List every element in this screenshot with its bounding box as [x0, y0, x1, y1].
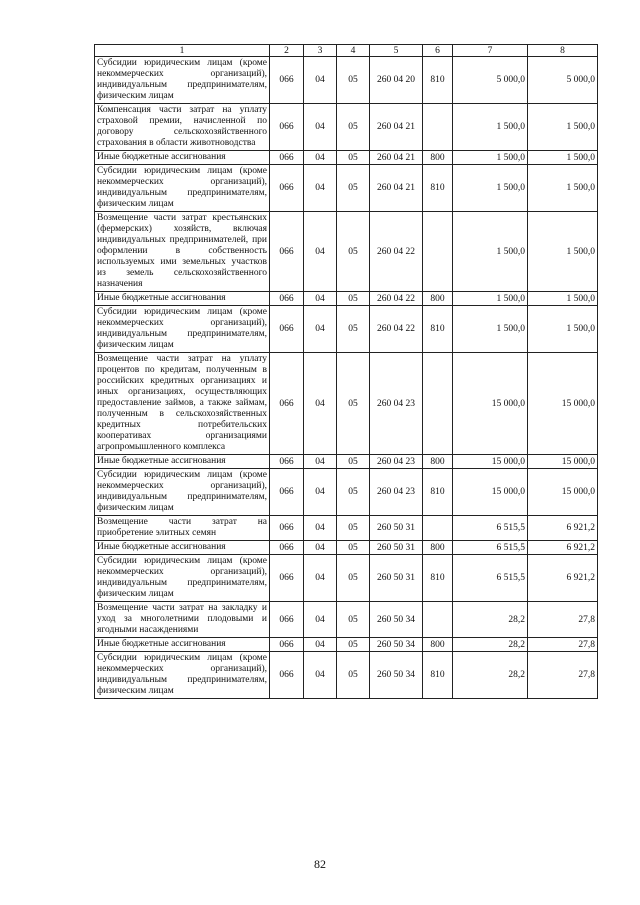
section-code: 04	[304, 165, 337, 212]
expense-type-code: 810	[423, 57, 453, 104]
subsection-code: 05	[337, 652, 370, 699]
table-row	[95, 516, 598, 541]
table-row	[95, 455, 598, 469]
ministry-code: 066	[270, 165, 304, 212]
subsection-code: 05	[337, 469, 370, 516]
ministry-code: 066	[270, 541, 304, 555]
amount-year-2: 1 500,0	[528, 306, 598, 353]
ministry-code: 066	[270, 212, 304, 292]
section-code: 04	[304, 57, 337, 104]
target-article-code: 260 04 23	[370, 353, 423, 455]
row-description: Субсидии юридическим лицам (кроме некоммерческих организаций), индивидуальным предпринимателям, физическим лицам	[95, 57, 270, 104]
subsection-code: 05	[337, 212, 370, 292]
amount-year-2: 27,8	[528, 652, 598, 699]
amount-year-2: 5 000,0	[528, 57, 598, 104]
row-description: Возмещение части затрат на уплату процентов по кредитам, полученным в российских кредитных организациях и иных организациях, осуществляющих предоставление займов, а также займам, полученным в сельскохозяйственных кредитных потребительских кооперативах организациями агропромышленного комплекса	[95, 353, 270, 455]
subsection-code: 05	[337, 638, 370, 652]
ministry-code: 066	[270, 555, 304, 602]
header-col-6: 6	[423, 45, 453, 57]
target-article-code: 260 04 22	[370, 212, 423, 292]
amount-year-2: 6 921,2	[528, 541, 598, 555]
table-row	[95, 469, 598, 516]
amount-year-2: 1 500,0	[528, 212, 598, 292]
header-col-8: 8	[528, 45, 598, 57]
expense-type-code	[423, 104, 453, 151]
header-row	[95, 45, 598, 57]
section-code: 04	[304, 638, 337, 652]
target-article-code: 260 04 21	[370, 151, 423, 165]
target-article-code: 260 04 20	[370, 57, 423, 104]
section-code: 04	[304, 104, 337, 151]
target-article-code: 260 04 22	[370, 306, 423, 353]
table-row	[95, 104, 598, 151]
amount-year-1: 15 000,0	[453, 469, 528, 516]
target-article-code: 260 04 21	[370, 165, 423, 212]
subsection-code: 05	[337, 151, 370, 165]
row-description: Субсидии юридическим лицам (кроме некоммерческих организаций), индивидуальным предпринимателям, физическим лицам	[95, 165, 270, 212]
amount-year-1: 6 515,5	[453, 516, 528, 541]
ministry-code: 066	[270, 516, 304, 541]
amount-year-1: 6 515,5	[453, 555, 528, 602]
subsection-code: 05	[337, 555, 370, 602]
section-code: 04	[304, 306, 337, 353]
target-article-code: 260 50 34	[370, 638, 423, 652]
header-col-1: 1	[95, 45, 270, 57]
header-col-3: 3	[304, 45, 337, 57]
target-article-code: 260 50 31	[370, 541, 423, 555]
subsection-code: 05	[337, 602, 370, 638]
amount-year-1: 5 000,0	[453, 57, 528, 104]
amount-year-1: 1 500,0	[453, 306, 528, 353]
row-description: Субсидии юридическим лицам (кроме некоммерческих организаций), индивидуальным предпринимателям, физическим лицам	[95, 652, 270, 699]
table-row	[95, 292, 598, 306]
expense-type-code: 800	[423, 292, 453, 306]
header-col-4: 4	[337, 45, 370, 57]
amount-year-1: 28,2	[453, 652, 528, 699]
table-row	[95, 353, 598, 455]
ministry-code: 066	[270, 104, 304, 151]
amount-year-2: 1 500,0	[528, 104, 598, 151]
ministry-code: 066	[270, 353, 304, 455]
row-description: Иные бюджетные ассигнования	[95, 292, 270, 306]
amount-year-2: 15 000,0	[528, 469, 598, 516]
row-description: Субсидии юридическим лицам (кроме некоммерческих организаций), индивидуальным предпринимателям, физическим лицам	[95, 469, 270, 516]
row-description: Иные бюджетные ассигнования	[95, 455, 270, 469]
expense-type-code: 800	[423, 455, 453, 469]
expense-type-code	[423, 516, 453, 541]
table-row	[95, 638, 598, 652]
expense-type-code: 800	[423, 638, 453, 652]
target-article-code: 260 04 23	[370, 455, 423, 469]
amount-year-1: 28,2	[453, 638, 528, 652]
amount-year-1: 15 000,0	[453, 455, 528, 469]
header-col-7: 7	[453, 45, 528, 57]
amount-year-2: 15 000,0	[528, 353, 598, 455]
subsection-code: 05	[337, 306, 370, 353]
amount-year-1: 1 500,0	[453, 165, 528, 212]
target-article-code: 260 50 34	[370, 602, 423, 638]
amount-year-1: 1 500,0	[453, 212, 528, 292]
target-article-code: 260 50 34	[370, 652, 423, 699]
amount-year-1: 1 500,0	[453, 104, 528, 151]
row-description: Иные бюджетные ассигнования	[95, 151, 270, 165]
row-description: Иные бюджетные ассигнования	[95, 541, 270, 555]
expense-type-code: 810	[423, 469, 453, 516]
table-row	[95, 165, 598, 212]
expense-type-code: 810	[423, 165, 453, 212]
subsection-code: 05	[337, 165, 370, 212]
ministry-code: 066	[270, 638, 304, 652]
amount-year-1: 28,2	[453, 602, 528, 638]
row-description: Возмещение части затрат крестьянских (фермерских) хозяйств, включая индивидуальных предпринимателей, при оформлении в собственность используемых ими земельных участков из земель сельскохозяйственного назначения	[95, 212, 270, 292]
subsection-code: 05	[337, 57, 370, 104]
budget-table	[94, 44, 598, 699]
expense-type-code	[423, 602, 453, 638]
ministry-code: 066	[270, 455, 304, 469]
amount-year-1: 1 500,0	[453, 151, 528, 165]
row-description: Иные бюджетные ассигнования	[95, 638, 270, 652]
row-description: Компенсация части затрат на уплату страховой премии, начисленной по договору сельскохозяйственного страхования в области животноводства	[95, 104, 270, 151]
subsection-code: 05	[337, 516, 370, 541]
expense-type-code	[423, 353, 453, 455]
expense-type-code: 810	[423, 652, 453, 699]
section-code: 04	[304, 516, 337, 541]
subsection-code: 05	[337, 292, 370, 306]
section-code: 04	[304, 652, 337, 699]
row-description: Субсидии юридическим лицам (кроме некоммерческих организаций), индивидуальным предпринимателям, физическим лицам	[95, 555, 270, 602]
subsection-code: 05	[337, 353, 370, 455]
table-row	[95, 212, 598, 292]
subsection-code: 05	[337, 541, 370, 555]
target-article-code: 260 50 31	[370, 555, 423, 602]
target-article-code: 260 50 31	[370, 516, 423, 541]
section-code: 04	[304, 555, 337, 602]
ministry-code: 066	[270, 151, 304, 165]
table-row	[95, 602, 598, 638]
expense-type-code: 800	[423, 541, 453, 555]
amount-year-2: 27,8	[528, 602, 598, 638]
amount-year-1: 6 515,5	[453, 541, 528, 555]
amount-year-2: 6 921,2	[528, 555, 598, 602]
expense-type-code: 800	[423, 151, 453, 165]
ministry-code: 066	[270, 57, 304, 104]
header-col-5: 5	[370, 45, 423, 57]
target-article-code: 260 04 22	[370, 292, 423, 306]
ministry-code: 066	[270, 306, 304, 353]
target-article-code: 260 04 21	[370, 104, 423, 151]
page-number: 82	[314, 857, 326, 871]
ministry-code: 066	[270, 602, 304, 638]
amount-year-2: 1 500,0	[528, 151, 598, 165]
ministry-code: 066	[270, 652, 304, 699]
table-row	[95, 57, 598, 104]
subsection-code: 05	[337, 104, 370, 151]
section-code: 04	[304, 455, 337, 469]
amount-year-2: 15 000,0	[528, 455, 598, 469]
table-row	[95, 652, 598, 699]
header-col-2: 2	[270, 45, 304, 57]
section-code: 04	[304, 212, 337, 292]
target-article-code: 260 04 23	[370, 469, 423, 516]
amount-year-2: 1 500,0	[528, 292, 598, 306]
row-description: Возмещение части затрат на приобретение элитных семян	[95, 516, 270, 541]
expense-type-code: 810	[423, 306, 453, 353]
amount-year-2: 27,8	[528, 638, 598, 652]
section-code: 04	[304, 602, 337, 638]
section-code: 04	[304, 469, 337, 516]
expense-type-code: 810	[423, 555, 453, 602]
subsection-code: 05	[337, 455, 370, 469]
table-row	[95, 555, 598, 602]
expense-type-code	[423, 212, 453, 292]
section-code: 04	[304, 353, 337, 455]
ministry-code: 066	[270, 292, 304, 306]
row-description: Возмещение части затрат на закладку и уход за многолетними плодовыми и ягодными насаждениями	[95, 602, 270, 638]
ministry-code: 066	[270, 469, 304, 516]
section-code: 04	[304, 151, 337, 165]
row-description: Субсидии юридическим лицам (кроме некоммерческих организаций), индивидуальным предпринимателям, физическим лицам	[95, 306, 270, 353]
table-row	[95, 306, 598, 353]
amount-year-1: 15 000,0	[453, 353, 528, 455]
section-code: 04	[304, 541, 337, 555]
table-row	[95, 151, 598, 165]
table-row	[95, 541, 598, 555]
amount-year-2: 1 500,0	[528, 165, 598, 212]
amount-year-1: 1 500,0	[453, 292, 528, 306]
section-code: 04	[304, 292, 337, 306]
amount-year-2: 6 921,2	[528, 516, 598, 541]
